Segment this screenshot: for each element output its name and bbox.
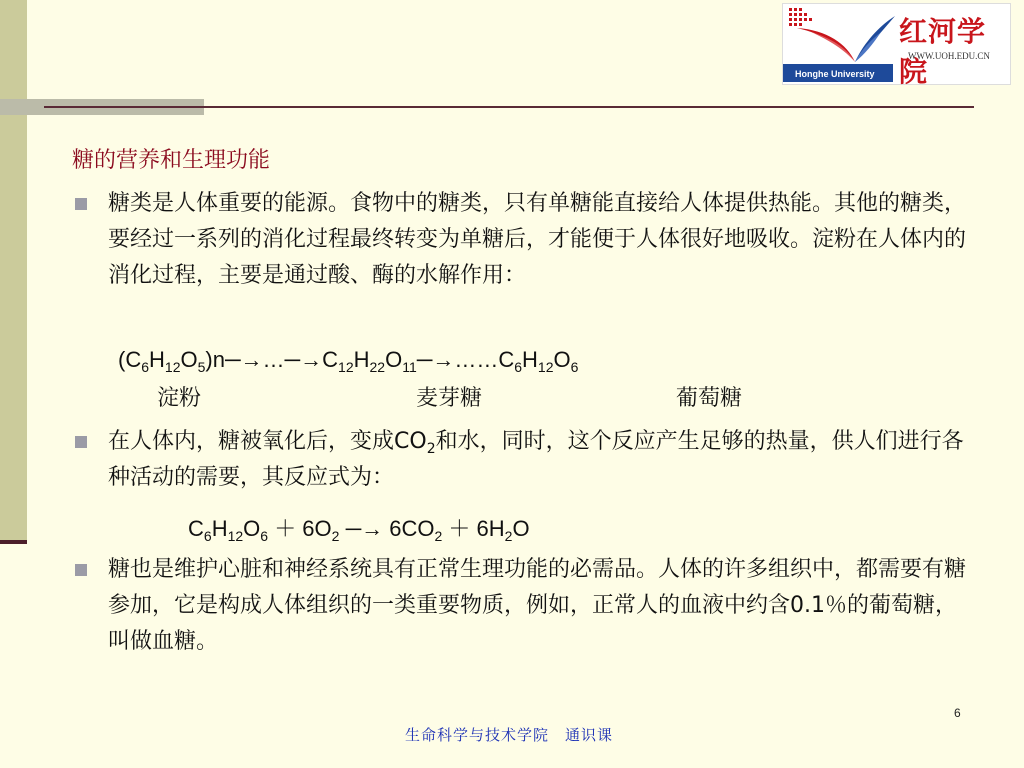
label-maltose: 麦芽糖 [416,386,483,411]
digestion-formula: $(C_6H_{12}O_5)n─\to\dots─\to C_{12}H_{22}O_{11}─\to\dots\dots C_6H_{12}O_6$ [118,347,579,375]
logo-name-cn: 红河学院 [899,15,987,88]
left-decor-accent [0,540,27,544]
paragraph-oxidation: 在人体内，糖被氧化后，变成$CO_2$和水，同时，这个反应产生足够的热量，供人们进行各种活动的需要，其反应式为： [108,429,964,490]
paragraph-energy: 糖类是人体重要的能源。食物中的糖类，只有单糖能直接给人体提供热能。其他的糖类，要经过一系列的消化过程最终转变为单糖后，才能便于人体很好地吸收。淀粉在人体内的消化过程，主要是通过酸、酶的水解作用： [108,191,967,288]
paragraph-physiology: 糖也是维护心脏和神经系统具有正常生理功能的必需品。人体的许多组织中，都需要有糖参加，它是构成人体组织的一类重要物质，例如，正常人的血液中约含0.1％的葡萄糖，叫做血糖。 [108,557,967,654]
label-starch: 淀粉 [157,386,202,411]
header-rule [44,106,974,108]
bullet-marker-3 [75,564,87,576]
university-logo [782,3,1011,88]
left-decor-band [0,0,27,540]
logo-name-en: Honghe University [795,69,875,79]
slide-heading: 糖的营养和生理功能 [72,148,271,173]
reaction-formula: $C_6H_{12}O_6 + 6O_2$ ─→ $6CO_2 + 6H_2O$ [188,516,530,544]
logo-url: WWW.UOH.EDU.CN [908,51,990,61]
label-glucose: 葡萄糖 [676,386,743,411]
bullet-marker-2 [75,436,87,448]
page-number: 6 [954,706,961,720]
footer-text: 生命科学与技术学院 通识课 [405,726,614,744]
bullet-marker-1 [75,198,87,210]
